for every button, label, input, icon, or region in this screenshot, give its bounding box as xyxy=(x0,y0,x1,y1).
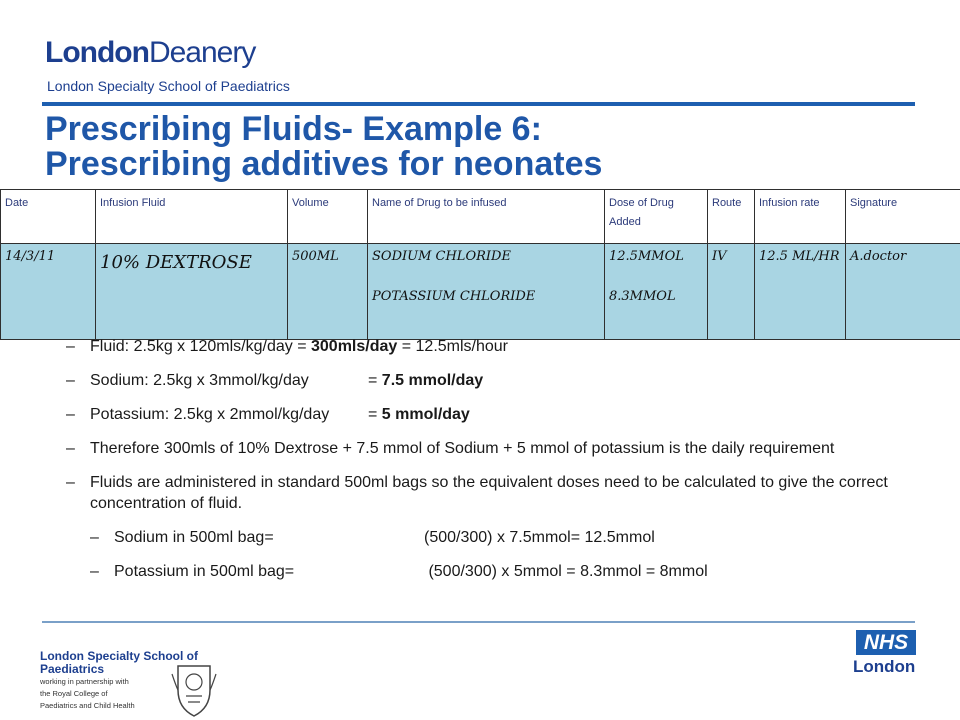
nhs-region: London xyxy=(853,657,916,676)
school-subtitle: London Specialty School of Paediatrics xyxy=(47,78,290,94)
list-item: – Fluid: 2.5kg x 120mls/kg/day = 300mls/day = 12.5mls/hour xyxy=(66,338,509,355)
footer-divider xyxy=(42,621,915,623)
cell-route: IV xyxy=(708,244,755,340)
cell-signature: A.doctor xyxy=(846,244,960,340)
header-divider xyxy=(42,102,915,106)
list-subitem: – Potassium in 500ml bag= (500/300) x 5mmol = 8.3mmol = 8mmol xyxy=(90,563,708,580)
cell-fluid: 10% DEXTROSE xyxy=(96,244,288,340)
royal-college-crest-icon xyxy=(170,660,218,718)
dose-potassium: 8.3MMOL xyxy=(609,289,676,304)
drug-sodium: SODIUM CHLORIDE xyxy=(372,249,511,264)
cell-date: 14/3/11 xyxy=(1,244,96,340)
cell-volume: 500ML xyxy=(288,244,368,340)
cell-doses xyxy=(605,244,708,340)
drug-potassium: POTASSIUM CHLORIDE xyxy=(372,289,536,304)
logo-bold-text: London xyxy=(45,36,149,69)
list-item: – Potassium: 2.5kg x 2mmol/kg/day = 5 mmol/day xyxy=(66,406,470,423)
page-title xyxy=(45,112,602,182)
cell-rate: 12.5 ML/HR xyxy=(755,244,846,340)
logo-light-text: Deanery xyxy=(148,36,256,69)
title-line-2: Prescribing additives for neonates xyxy=(45,145,603,183)
header-volume: Volume xyxy=(288,190,368,244)
header-drug-name: Name of Drug to be infused xyxy=(368,190,605,244)
school-footer-logo: London Specialty School of Paediatrics working in partnership with the Royal College of Paediatrics and Child Health xyxy=(40,649,199,710)
table-header-row xyxy=(1,190,960,244)
calculation-list xyxy=(66,336,926,595)
title-line-1: Prescribing Fluids- Example 6: xyxy=(45,110,542,148)
header-infusion-rate: Infusion rate xyxy=(755,190,846,244)
prescription-table xyxy=(0,189,960,340)
london-deanery-logo xyxy=(45,36,255,70)
list-item: – Fluids are administered in standard 500ml bags so the equivalent doses need to be calculated to give the correct concentration of fluid. xyxy=(66,474,888,512)
nhs-logo: NHS xyxy=(856,630,916,655)
header-signature: Signature xyxy=(846,190,960,244)
header-dose: Dose of Drug Added xyxy=(605,190,708,244)
cell-drugs xyxy=(368,244,605,340)
list-subitem: – Sodium in 500ml bag= (500/300) x 7.5mmol= 12.5mmol xyxy=(90,529,655,546)
header-infusion-fluid: Infusion Fluid xyxy=(96,190,288,244)
dose-sodium: 12.5MMOL xyxy=(609,249,684,264)
header-date: Date xyxy=(1,190,96,244)
table-row xyxy=(1,244,960,340)
list-item: – Therefore 300mls of 10% Dextrose + 7.5 mmol of Sodium + 5 mmol of potassium is the daily requirement xyxy=(66,440,835,457)
header-route: Route xyxy=(708,190,755,244)
list-item: – Sodium: 2.5kg x 3mmol/kg/day = 7.5 mmol/day xyxy=(66,372,484,389)
